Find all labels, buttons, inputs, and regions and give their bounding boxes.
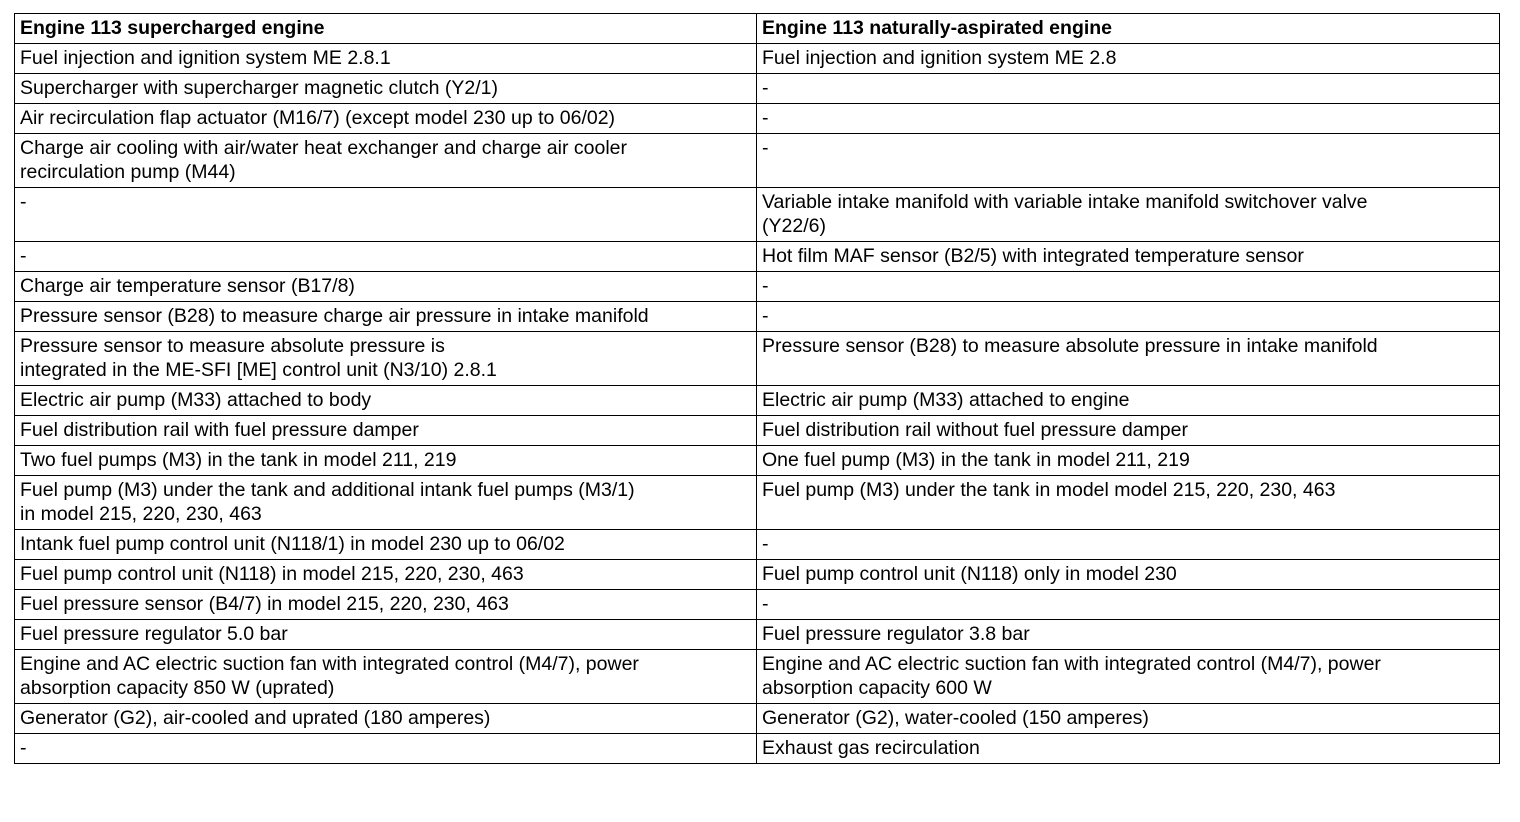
supercharged-cell: - — [15, 242, 757, 272]
supercharged-cell: Fuel pressure regulator 5.0 bar — [15, 620, 757, 650]
naturally-aspirated-cell: Fuel distribution rail without fuel pressure damper — [757, 416, 1500, 446]
table-row — [15, 332, 1500, 386]
supercharged-cell: Charge air temperature sensor (B17/8) — [15, 272, 757, 302]
supercharged-cell: Fuel distribution rail with fuel pressure damper — [15, 416, 757, 446]
naturally-aspirated-cell: Pressure sensor (B28) to measure absolute pressure in intake manifold — [757, 332, 1500, 386]
supercharged-cell: Air recirculation flap actuator (M16/7) (except model 230 up to 06/02) — [15, 104, 757, 134]
table-row — [15, 650, 1500, 704]
naturally-aspirated-cell: Variable intake manifold with variable intake manifold switchover valve (Y22/6) — [757, 188, 1500, 242]
naturally-aspirated-cell: - — [757, 590, 1500, 620]
table-row — [15, 734, 1500, 764]
naturally-aspirated-cell: - — [757, 530, 1500, 560]
table-row — [15, 134, 1500, 188]
naturally-aspirated-cell: Fuel pump (M3) under the tank in model model 215, 220, 230, 463 — [757, 476, 1500, 530]
table-row — [15, 242, 1500, 272]
supercharged-cell: Pressure sensor to measure absolute pressure is integrated in the ME-SFI [ME] control unit (N3/10) 2.8.1 — [15, 332, 757, 386]
table-row — [15, 188, 1500, 242]
supercharged-cell: Fuel pump control unit (N118) in model 215, 220, 230, 463 — [15, 560, 757, 590]
naturally-aspirated-cell: - — [757, 104, 1500, 134]
table-row — [15, 416, 1500, 446]
naturally-aspirated-cell: - — [757, 74, 1500, 104]
table-row — [15, 386, 1500, 416]
table-header — [15, 14, 1500, 44]
table-row — [15, 104, 1500, 134]
naturally-aspirated-cell: Exhaust gas recirculation — [757, 734, 1500, 764]
naturally-aspirated-cell: - — [757, 302, 1500, 332]
engine-comparison-table — [14, 13, 1500, 764]
header-naturally-aspirated: Engine 113 naturally-aspirated engine — [757, 14, 1500, 44]
naturally-aspirated-cell: - — [757, 134, 1500, 188]
supercharged-cell: Generator (G2), air-cooled and uprated (180 amperes) — [15, 704, 757, 734]
table-row — [15, 530, 1500, 560]
supercharged-cell: Fuel injection and ignition system ME 2.8.1 — [15, 44, 757, 74]
supercharged-cell: Fuel pump (M3) under the tank and additional intank fuel pumps (M3/1) in model 215, 220, 230, 463 — [15, 476, 757, 530]
table-row — [15, 302, 1500, 332]
naturally-aspirated-cell: Hot film MAF sensor (B2/5) with integrated temperature sensor — [757, 242, 1500, 272]
naturally-aspirated-cell: One fuel pump (M3) in the tank in model 211, 219 — [757, 446, 1500, 476]
naturally-aspirated-cell: Fuel injection and ignition system ME 2.8 — [757, 44, 1500, 74]
naturally-aspirated-cell: Generator (G2), water-cooled (150 amperes) — [757, 704, 1500, 734]
table-row — [15, 446, 1500, 476]
supercharged-cell: - — [15, 734, 757, 764]
naturally-aspirated-cell: Engine and AC electric suction fan with integrated control (M4/7), power absorption capacity 600 W — [757, 650, 1500, 704]
supercharged-cell: Intank fuel pump control unit (N118/1) in model 230 up to 06/02 — [15, 530, 757, 560]
table-row — [15, 74, 1500, 104]
table-row — [15, 44, 1500, 74]
naturally-aspirated-cell: - — [757, 272, 1500, 302]
table-body — [15, 44, 1500, 764]
table-row — [15, 590, 1500, 620]
supercharged-cell: Supercharger with supercharger magnetic clutch (Y2/1) — [15, 74, 757, 104]
supercharged-cell: Engine and AC electric suction fan with integrated control (M4/7), power absorption capacity 850 W (uprated) — [15, 650, 757, 704]
supercharged-cell: Two fuel pumps (M3) in the tank in model 211, 219 — [15, 446, 757, 476]
supercharged-cell: Electric air pump (M33) attached to body — [15, 386, 757, 416]
header-row — [15, 14, 1500, 44]
table-row — [15, 704, 1500, 734]
table-row — [15, 620, 1500, 650]
table-row — [15, 272, 1500, 302]
naturally-aspirated-cell: Electric air pump (M33) attached to engine — [757, 386, 1500, 416]
supercharged-cell: Charge air cooling with air/water heat exchanger and charge air cooler recirculation pump (M44) — [15, 134, 757, 188]
table-row — [15, 476, 1500, 530]
naturally-aspirated-cell: Fuel pump control unit (N118) only in model 230 — [757, 560, 1500, 590]
header-supercharged: Engine 113 supercharged engine — [15, 14, 757, 44]
supercharged-cell: Pressure sensor (B28) to measure charge air pressure in intake manifold — [15, 302, 757, 332]
supercharged-cell: Fuel pressure sensor (B4/7) in model 215, 220, 230, 463 — [15, 590, 757, 620]
table-row — [15, 560, 1500, 590]
supercharged-cell: - — [15, 188, 757, 242]
naturally-aspirated-cell: Fuel pressure regulator 3.8 bar — [757, 620, 1500, 650]
